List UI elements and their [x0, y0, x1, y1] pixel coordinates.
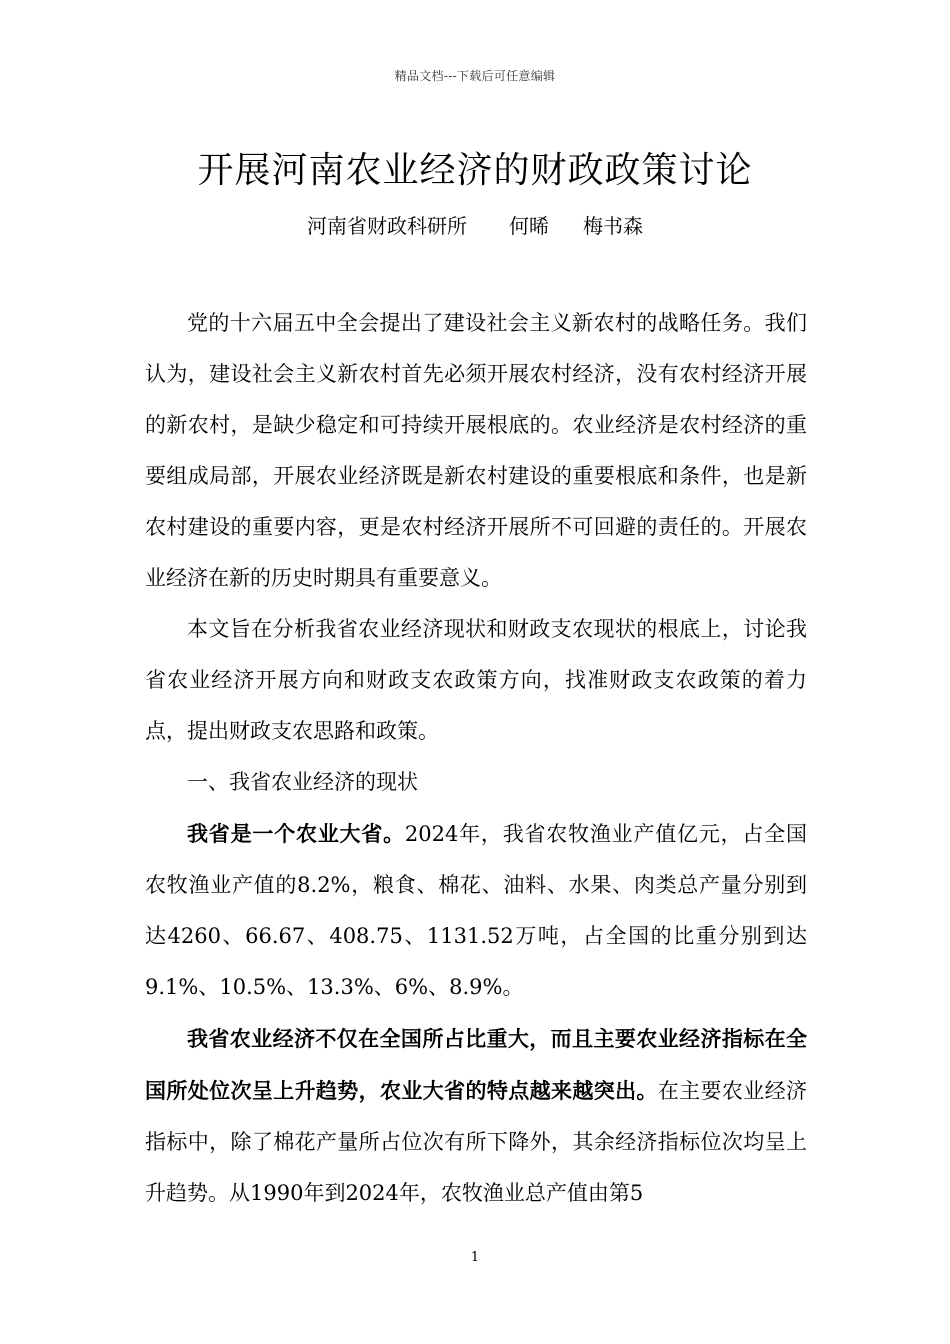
document-title: 开展河南农业经济的财政政策讨论: [197, 150, 753, 191]
author-name: 何晞: [509, 214, 549, 238]
paragraph: [145, 808, 807, 1013]
header-note: 精品文档---下载后可任意编辑: [394, 69, 556, 83]
document-body: [145, 298, 807, 1219]
section-heading: 一、我省农业经济的现状: [187, 770, 418, 794]
bold-lead-sentence: 我省是一个农业大省。: [187, 821, 405, 846]
author-institution: 河南省财政科研所: [307, 214, 467, 238]
paragraph: 本文旨在分析我省农业经济现状和财政支农现状的根底上，讨论我省农业经济开展方向和财政支农政策方向，找准财政支农政策的着力点，提出财政支农思路和政策。: [145, 617, 807, 743]
author-name: 梅书森: [583, 214, 643, 238]
paragraph-text: 在主要农业经济指标中，除了棉花产量所占位次有所下降外，其余经济指标位次均呈上升趋势。从1990年到2024年，农牧渔业总产值由第5: [145, 1079, 808, 1205]
paragraph-text: 2024年，我省农牧渔业产值亿元，占全国农牧渔业产值的8.2%，粮食、棉花、油料、水果、肉类总产量分别到达4260、66.67、408.75、1131.52万吨，占全国的比重分别到达9.1%、10.5%、13.3%、6%、8.9%。: [145, 822, 807, 999]
page-number: 1: [470, 1250, 480, 1265]
byline: [0, 210, 950, 239]
bold-lead-sentence: 我省农业经济不仅在全国所占比重大，而且主要农业经济指标在全国所处位次呈上升趋势，农业大省的特点越来越突出。: [145, 1026, 807, 1103]
paragraph: 党的十六届五中全会提出了建设社会主义新农村的战略任务。我们认为，建设社会主义新农村首先必须开展农村经济，没有农村经济开展的新农村，是缺少稳定和可持续开展根底的。农业经济是农村经济的重要组成局部，开展农业经济既是新农村建设的重要根底和条件，也是新农村建设的重要内容，更是农村经济开展所不可回避的责任的。开展农业经济在新的历史时期具有重要意义。: [145, 311, 807, 590]
paragraph: [145, 1013, 807, 1219]
